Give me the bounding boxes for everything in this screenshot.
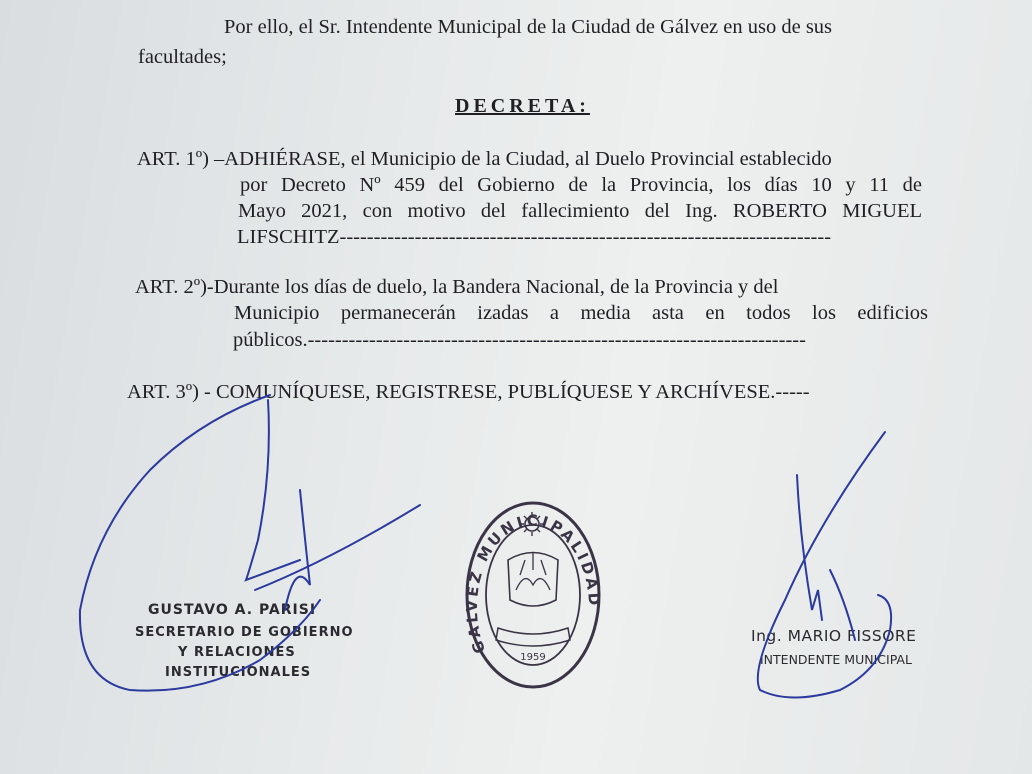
article-1-line-1: ART. 1º) –ADHIÉRASE, el Municipio de la Ciudad, al Duelo Provincial establecido — [137, 148, 832, 170]
signatory-1-name: GUSTAVO A. PARISI — [148, 602, 317, 618]
municipal-seal — [463, 503, 603, 687]
signatory-2-name: Ing. MARIO FISSORE — [751, 627, 917, 645]
decree-title: DECRETA: — [455, 95, 590, 117]
signatory-1-title-3: INSTITUCIONALES — [165, 665, 312, 680]
article-2-line-1: ART. 2º)-Durante los días de duelo, la Bandera Nacional, de la Provincia y del — [135, 276, 779, 298]
signatory-1-title-2: Y RELACIONES — [178, 645, 296, 660]
seal-text: GALVEZ MUNICIPALIDAD — [462, 511, 604, 656]
article-2-line-3: públicos.------------------------------------------------------------------------- — [233, 329, 806, 351]
signatory-1-title-1: SECRETARIO DE GOBIERNO — [135, 625, 354, 640]
shield-icon — [508, 552, 558, 606]
article-1-line-4: LIFSCHITZ------------------------------------------------------------------------ — [237, 226, 832, 248]
ribbon-icon — [496, 628, 570, 646]
signatory-2-title-1: INTENDENTE MUNICIPAL — [760, 652, 912, 667]
preamble-line-1: Por ello, el Sr. Intendente Municipal de la Ciudad de Gálvez en uso de sus — [224, 16, 833, 38]
seal-year: 1959 — [520, 652, 546, 663]
signature-2 — [758, 432, 891, 698]
article-2-line-2: Municipio permanecerán izadas a media asta en todos los edificios — [234, 302, 928, 324]
article-1-line-3: Mayo 2021, con motivo del fallecimiento del Ing. ROBERTO MIGUEL — [238, 200, 922, 222]
signature-1 — [80, 395, 420, 691]
article-3-line-1: ART. 3º) - COMUNÍQUESE, REGISTRESE, PUBLÍQUESE Y ARCHÍVESE.----- — [127, 381, 810, 403]
article-1-line-2: por Decreto Nº 459 del Gobierno de la Provincia, los días 10 y 11 de — [240, 174, 922, 196]
preamble-line-2: facultades; — [138, 46, 227, 68]
